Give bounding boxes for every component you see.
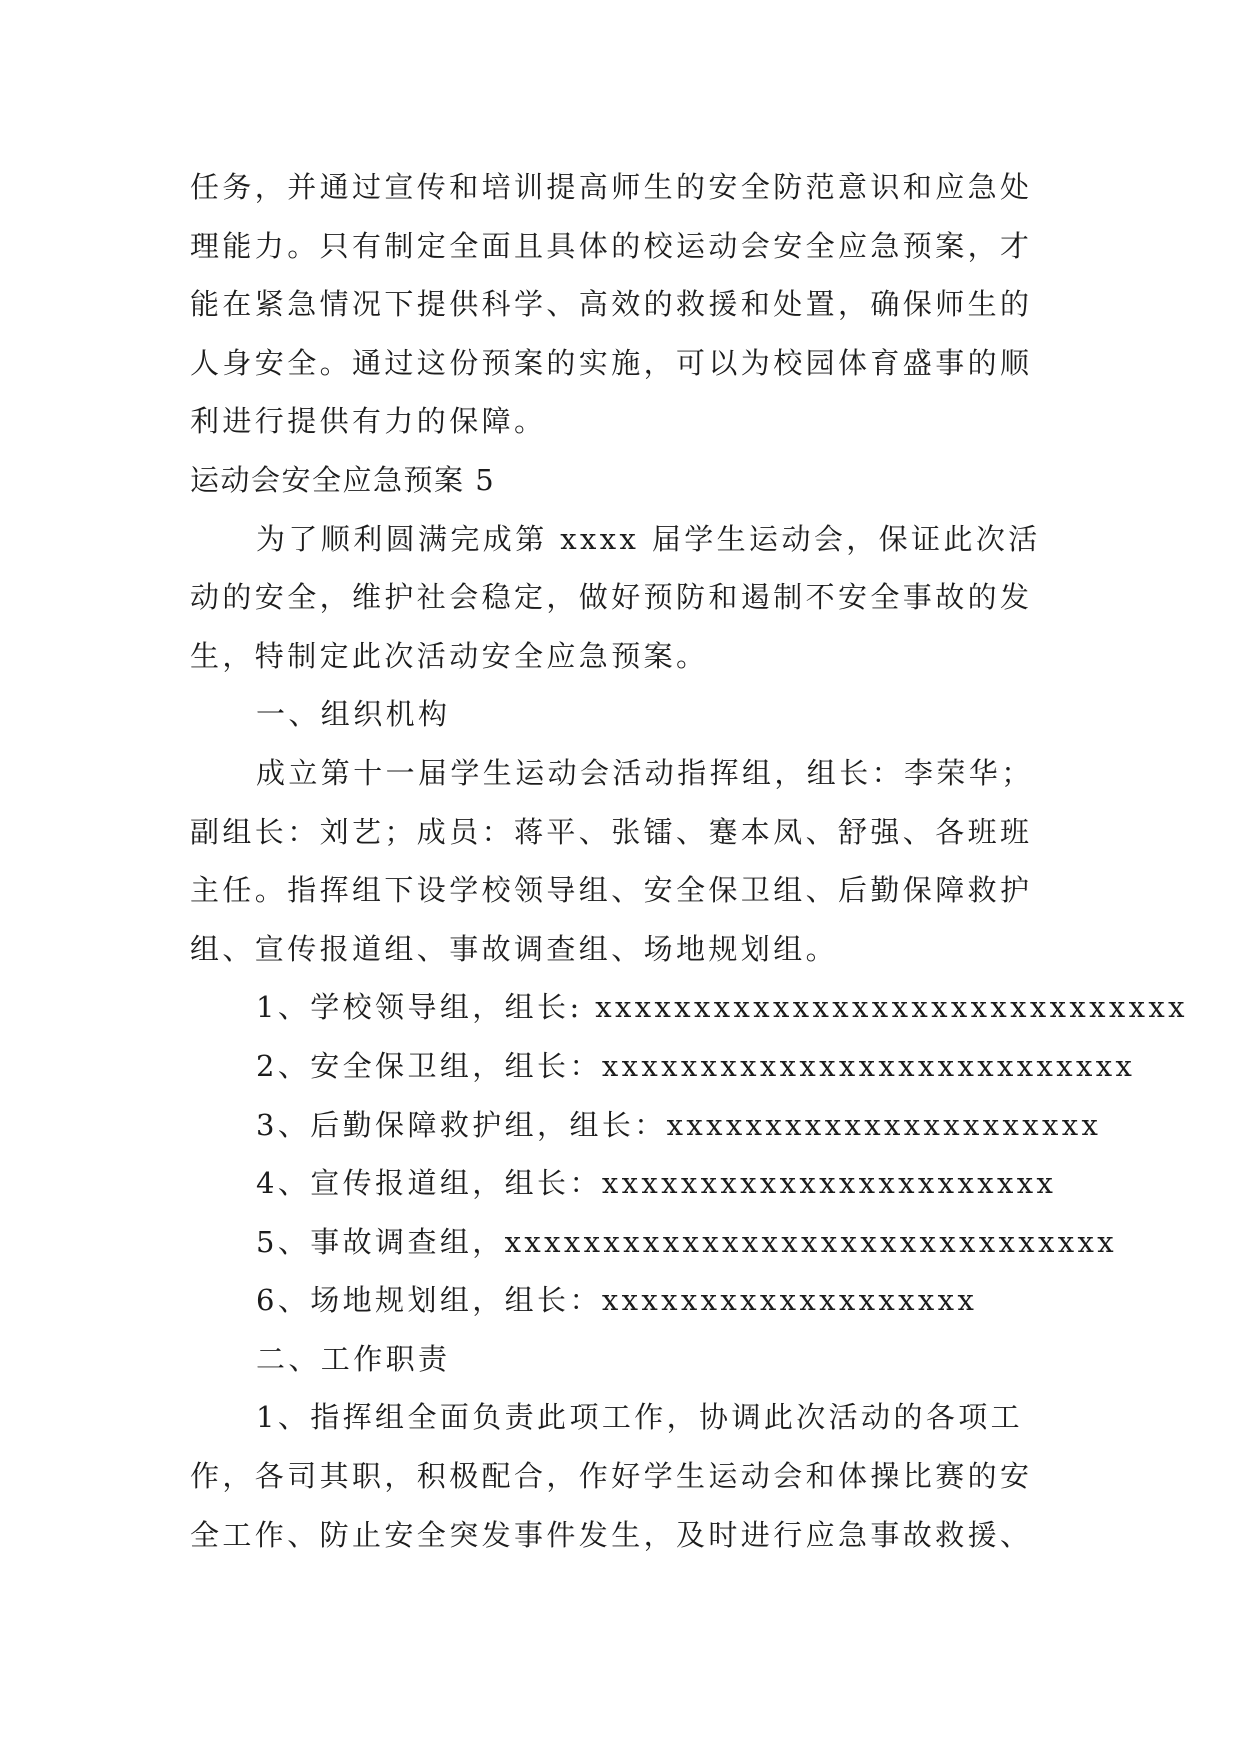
paragraph-line: 作，各司其职，积极配合，作好学生运动会和体操比赛的安 [190,1459,1033,1494]
paragraph-line: 利进行提供有力的保障。 [190,404,547,439]
paragraph-line: 理能力。只有制定全面且具体的校运动会安全应急预案，才 [190,228,1033,263]
list-item: 2、安全保卫组，组长：xxxxxxxxxxxxxxxxxxxxxxxxxxx [256,1048,1136,1083]
section-title: 运动会安全应急预案 5 [190,462,496,497]
list-item: 1、学校领导组，组长: xxxxxxxxxxxxxxxxxxxxxxxxxxxxxx [256,990,1188,1025]
paragraph-line: 成立第十一届学生运动会活动指挥组，组长：李荣华； [256,755,1034,790]
paragraph-line: 动的安全，维护社会稳定，做好预防和遏制不安全事故的发 [190,580,1033,615]
paragraph-line: 为了顺利圆满完成第 xxxx 届学生运动会，保证此次活 [256,521,1041,556]
section-heading: 二、工作职责 [256,1341,451,1376]
document-body [190,158,1188,1564]
paragraph-line: 副组长：刘艺；成员：蒋平、张镭、蹇本凤、舒强、各班班 [190,814,1033,849]
section-heading: 一、组织机构 [256,697,451,732]
paragraph-line: 能在紧急情况下提供科学、高效的救援和处置，确保师生的 [190,287,1033,322]
paragraph-line: 生，特制定此次活动安全应急预案。 [190,638,709,673]
paragraph-line: 全工作、防止安全突发事件发生，及时进行应急事故救援、 [190,1517,1033,1552]
paragraph-line: 任务，并通过宣传和培训提高师生的安全防范意识和应急处 [190,170,1033,204]
paragraph-line: 主任。指挥组下设学校领导组、安全保卫组、后勤保障救护 [190,873,1033,908]
list-item: 5、事故调查组，xxxxxxxxxxxxxxxxxxxxxxxxxxxxxxx [256,1224,1118,1259]
list-item: 6、场地规划组，组长：xxxxxxxxxxxxxxxxxxx [256,1283,978,1318]
list-item: 4、宣传报道组，组长：xxxxxxxxxxxxxxxxxxxxxxx [256,1166,1057,1201]
list-item: 3、后勤保障救护组，组长：xxxxxxxxxxxxxxxxxxxxxx [256,1107,1102,1142]
paragraph-line: 人身安全。通过这份预案的实施，可以为校园体育盛事的顺 [190,345,1033,380]
paragraph-line: 1、指挥组全面负责此项工作，协调此次活动的各项工 [256,1400,1024,1435]
paragraph-line: 组、宣传报道组、事故调查组、场地规划组。 [190,931,839,966]
